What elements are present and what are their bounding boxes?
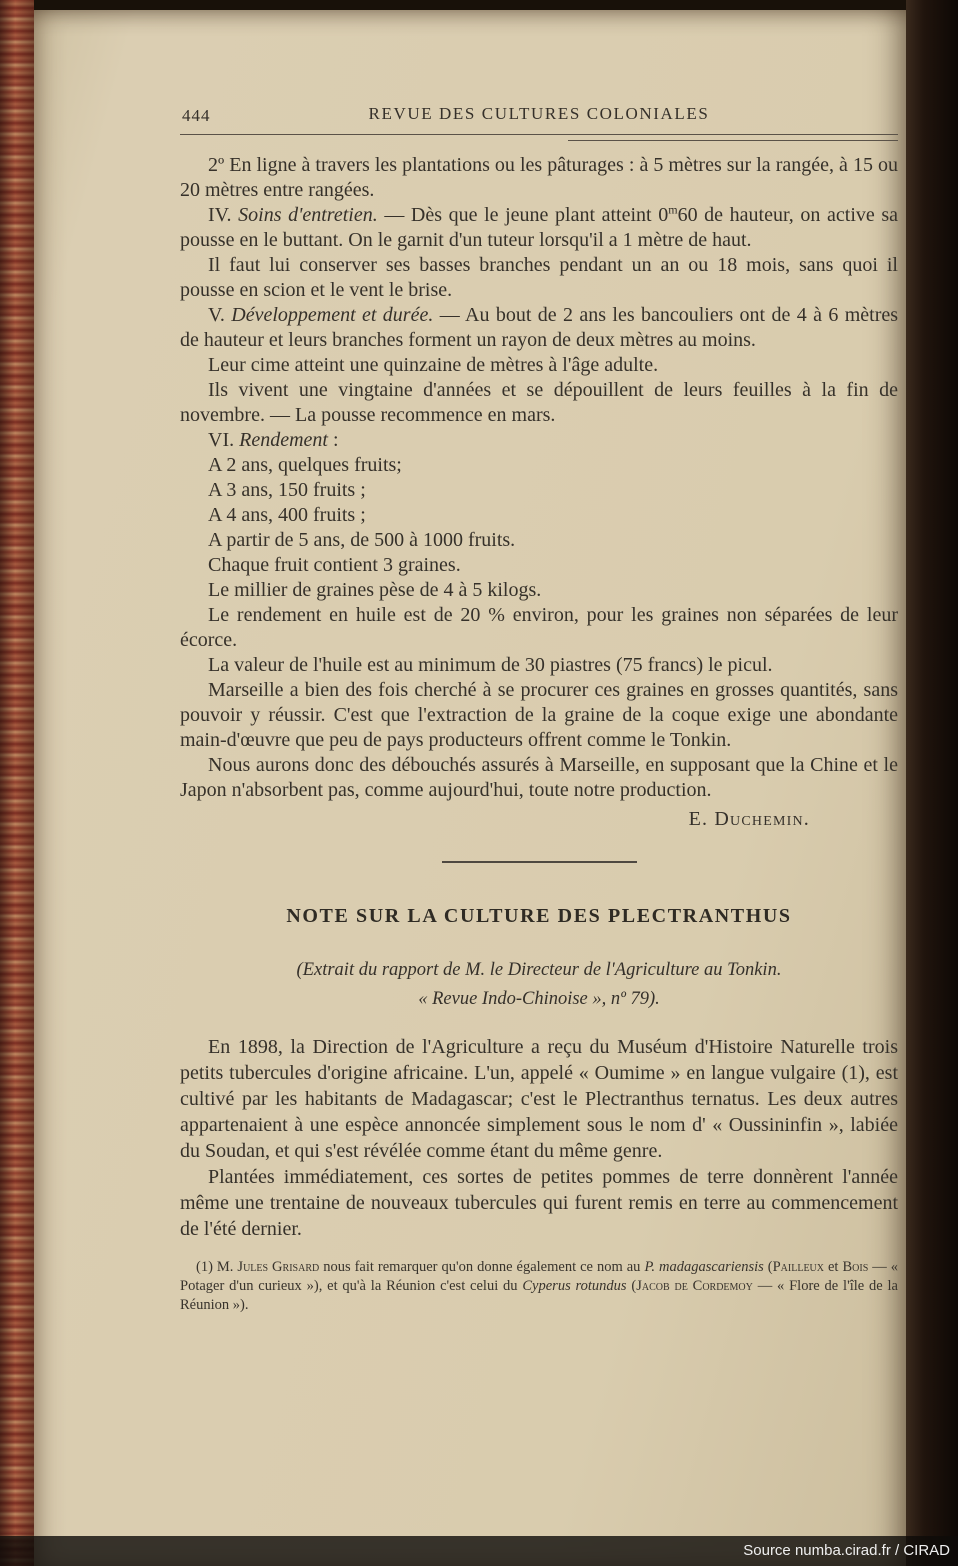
paragraph [180, 153, 898, 203]
section-numeral: IV. [208, 204, 232, 226]
footnote-text: — « Potager d'un curieux »), et qu'à la Réunion c'est celui du [180, 1258, 899, 1294]
paragraph-text: La valeur de l'huile est au minimum de 30 piastres (75 francs) le picul. [208, 654, 773, 676]
paragraph [180, 678, 898, 753]
section-lead-italic: Soins d'entretien. [238, 204, 378, 226]
footnote-text: nous fait remarquer qu'on donne également ce nom au [319, 1258, 645, 1275]
paragraph-text: A 2 ans, quelques fruits; [208, 454, 402, 476]
paragraph [180, 428, 898, 453]
section-numeral: VI. [208, 429, 235, 451]
section-lead-italic: Rendement [239, 429, 328, 451]
paragraph-text: Il faut lui conserver ses basses branches pendant un an ou 18 mois, sans quoi il pousse en scion et le vent le brise. [180, 254, 898, 301]
article-plectranthus [180, 905, 898, 1315]
footnote-text: — « Flore de l'île de la Réunion »). [180, 1277, 898, 1313]
section-divider-rule [442, 861, 637, 863]
paragraph [180, 303, 898, 353]
footnote-text: ( [763, 1258, 773, 1275]
footnote-name-smallcaps: Pailleux [772, 1258, 824, 1275]
paragraph [180, 353, 898, 378]
list-item [180, 453, 898, 478]
page-number: 444 [182, 106, 211, 125]
footnote-name-smallcaps: Bois [842, 1258, 869, 1275]
footnote [180, 1258, 898, 1315]
paragraph-text: Plantées immédiatement, ces sortes de petites pommes de terre donnèrent l'année même une trentaine de nouveaux tubercules qui furent remis en terre au commencement de l'été dernier. [180, 1165, 898, 1240]
page-content [34, 10, 906, 1315]
paragraph [180, 1164, 898, 1242]
footnote-text: (1) M. [196, 1258, 238, 1275]
author-signature: E. Duchemin. [688, 808, 810, 830]
source-attribution-bar [0, 1536, 958, 1566]
paragraph [180, 653, 898, 678]
list-item [180, 528, 898, 553]
footnote-species-italic: Cyperus rotundus [522, 1277, 627, 1294]
paragraph [180, 603, 898, 653]
page-header [180, 104, 898, 128]
paragraph-text: — Dès que le jeune plant atteint 0 [384, 204, 669, 226]
paragraph-text: Ils vivent une vingtaine d'années et se dépouillent de leurs feuilles à la fin de novembre. — La pousse recommence en mars. [180, 379, 898, 426]
journal-title: REVUE DES CULTURES COLONIALES [368, 104, 710, 123]
source-caption: Source numba.cirad.fr / CIRAD [743, 1542, 950, 1559]
article-bancoulier [180, 141, 898, 831]
section-lead-italic: Développement et durée. [231, 304, 434, 326]
paragraph [180, 753, 898, 803]
paragraph-text: A 4 ans, 400 fruits ; [208, 504, 366, 526]
article-subtitle-line2: « Revue Indo-Chinoise », nº 79). [418, 988, 660, 1009]
paragraph-text: Le rendement en huile est de 20 % environ, pour les graines non séparées de leur écorce. [180, 604, 898, 651]
section-numeral: V. [208, 304, 225, 326]
article-subtitle-line1: (Extrait du rapport de M. le Directeur de l'Agriculture au Tonkin. [296, 959, 782, 980]
superscript-m: m [668, 202, 678, 217]
book-cover-edge [906, 0, 958, 1566]
paragraph-text: 2º En ligne à travers les plantations ou les pâturages : à 5 mètres sur la rangée, à 15 ou 20 mètres entre rangées. [180, 154, 898, 201]
paragraph-text: Chaque fruit contient 3 graines. [208, 554, 461, 576]
paragraph-text: Le millier de graines pèse de 4 à 5 kilogs. [208, 579, 542, 601]
list-item [180, 503, 898, 528]
footnote-text: ( [626, 1277, 637, 1294]
list-item [180, 553, 898, 578]
footnote-text: et [824, 1258, 843, 1275]
header-rule [180, 134, 898, 135]
scanned-page [34, 10, 906, 1566]
paragraph-text: A partir de 5 ans, de 500 à 1000 fruits. [208, 529, 516, 551]
footnote-name-smallcaps: Jacob de Cordemoy [636, 1277, 753, 1294]
paragraph-text: Marseille a bien des fois cherché à se procurer ces graines en grosses quantités, sans pouvoir y réussir. C'est que l'extraction de la graine de la coque exige une abondante main-d'œuvre que peu de pays producteurs offrent comme le Tonkin. [180, 679, 898, 751]
paragraph-text: Leur cime atteint une quinzaine de mètres à l'âge adulte. [208, 354, 659, 376]
footnote-species-italic: P. madagascariensis [644, 1258, 764, 1275]
paragraph [180, 253, 898, 303]
footnote-name-smallcaps: Jules Grisard [237, 1258, 320, 1275]
list-item [180, 478, 898, 503]
paragraph-text: : [332, 429, 339, 451]
paragraph-text: 60 de hauteur, on active sa pousse en le buttant. On le garnit d'un tuteur lorsqu'il a 1 mètre de haut. [180, 204, 899, 251]
paragraph-text: En 1898, la Direction de l'Agriculture a reçu du Muséum d'Histoire Naturelle trois petits tubercules d'origine africaine. L'un, appelé « Oumime » en langue vulgaire (1), est cultivé par les habitants de Madagascar; c'est le Plectranthus ternatus. Les deux autres appartenaient à une espèce annoncée simplement sous le nom d' « Oussininfin », labiée du Soudan, et qui s'est révélée comme étant du même genre. [180, 1035, 898, 1162]
paragraph-text: Nous aurons donc des débouchés assurés à Marseille, en supposant que la Chine et le Japon n'absorbent pas, comme aujourd'hui, toute notre production. [180, 754, 898, 801]
paragraph [180, 203, 898, 253]
paragraph-text: A 3 ans, 150 fruits ; [208, 479, 366, 501]
paragraph [180, 378, 898, 428]
paragraph [180, 1034, 898, 1164]
book-page-edges [0, 0, 34, 1566]
article-title: NOTE SUR LA CULTURE DES PLECTRANTHUS [286, 904, 792, 927]
list-item [180, 578, 898, 603]
paragraph-text: — Au bout de 2 ans les bancouliers ont de 4 à 6 mètres de hauteur et leurs branches forment un rayon de deux mètres au moins. [180, 304, 899, 351]
